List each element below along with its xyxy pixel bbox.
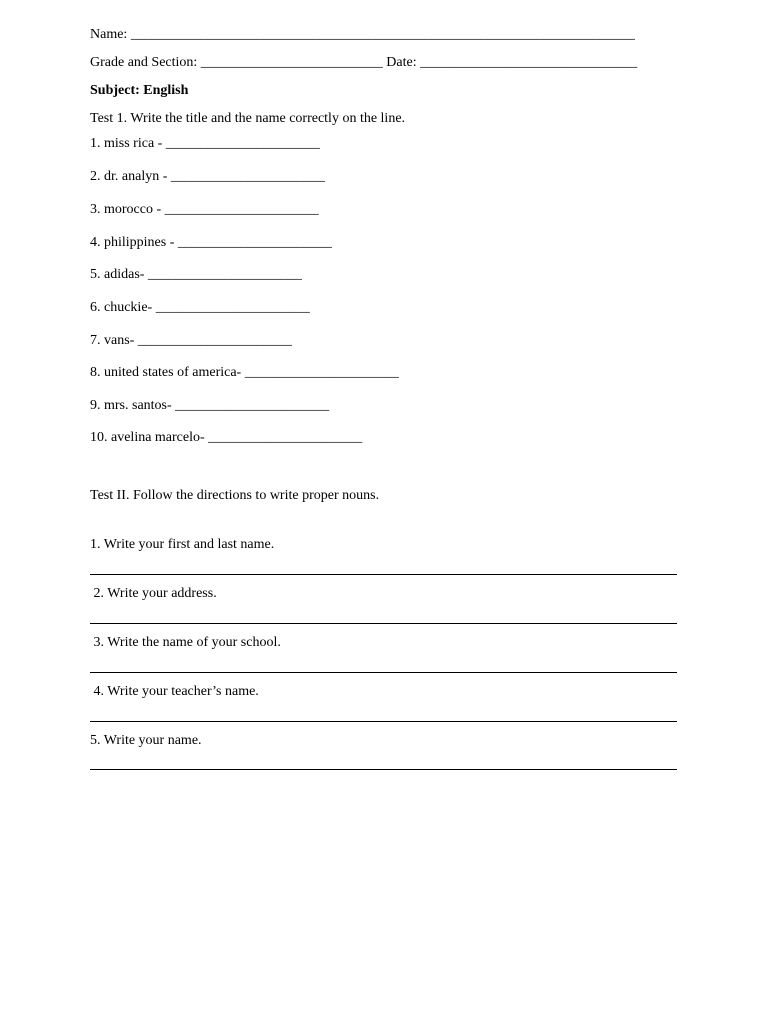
- test2-item: 5. Write your name.: [90, 733, 202, 748]
- test1-item: 5. adidas- ______________________: [90, 267, 302, 282]
- test1-item: 10. avelina marcelo- ______________________: [90, 430, 363, 445]
- test2-instruction: Test II. Follow the directions to write proper nouns.: [90, 488, 380, 503]
- answer-line: [90, 623, 677, 624]
- test1-item: 7. vans- ______________________: [90, 333, 292, 348]
- test1-item: 1. miss rica - ______________________: [90, 136, 320, 151]
- test2-item: 4. Write your teacher’s name.: [90, 684, 259, 699]
- subject-heading: Subject: English: [90, 83, 189, 98]
- test2-item: 2. Write your address.: [90, 586, 217, 601]
- test1-item: 6. chuckie- ______________________: [90, 300, 310, 315]
- answer-line: [90, 721, 677, 722]
- test2-item: 3. Write the name of your school.: [90, 635, 281, 650]
- answer-line: [90, 574, 677, 575]
- test2-item: 1. Write your first and last name.: [90, 537, 275, 552]
- grade-date-line: Grade and Section: __________________________ Date: _______________________________: [90, 55, 638, 70]
- test1-item: 3. morocco - ______________________: [90, 202, 319, 217]
- test1-item: 9. mrs. santos- ______________________: [90, 398, 330, 413]
- test1-item: 4. philippines - ______________________: [90, 235, 332, 250]
- test1-item: 8. united states of america- ______________________: [90, 365, 399, 380]
- name-line: Name: ________________________________________________________________________: [90, 27, 635, 42]
- answer-line: [90, 672, 677, 673]
- answer-line: [90, 769, 677, 770]
- test1-item: 2. dr. analyn - ______________________: [90, 169, 325, 184]
- test1-instruction: Test 1. Write the title and the name correctly on the line.: [90, 111, 406, 126]
